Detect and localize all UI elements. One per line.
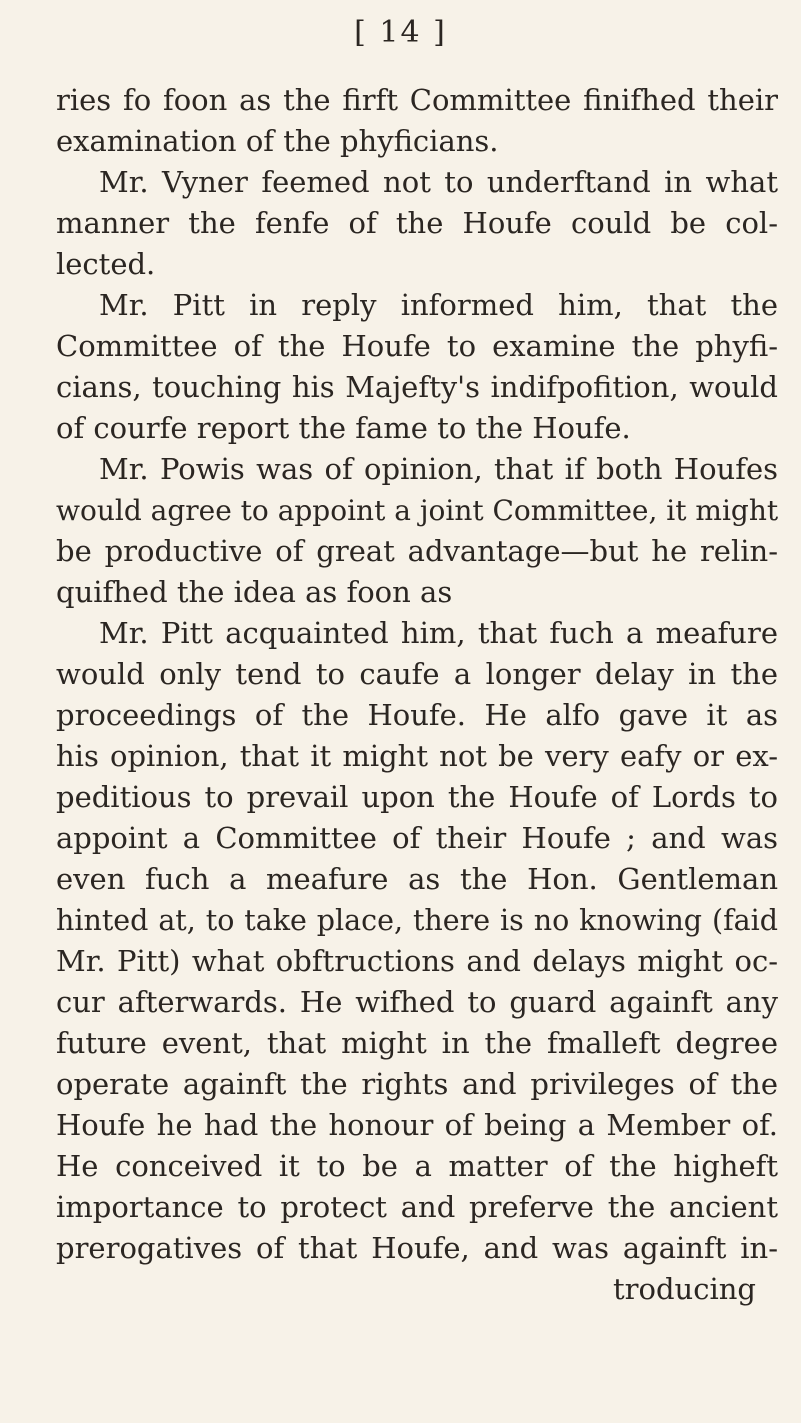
- body-text: [56, 80, 778, 1310]
- text-line: Mr. Pitt acquainted him, that fuch a meafure: [99, 616, 778, 650]
- text-line: Mr. Pitt) what obftructions and delays might oc-: [56, 944, 778, 978]
- text-line: be productive of great advantage—but he relin-: [56, 534, 778, 568]
- text-line: Mr. Pitt in reply informed him, that the: [99, 288, 778, 322]
- text-line: cians, touching his Majefty's indifpofition, would: [56, 370, 778, 404]
- text-line: He conceived it to be a matter of the higheft: [56, 1149, 778, 1183]
- text-line: cur afterwards. He wifhed to guard againft any: [56, 985, 778, 1019]
- text-line: prerogatives of that Houfe, and was againft in-: [56, 1231, 778, 1265]
- text-line: lected.: [56, 247, 156, 281]
- text-line: Committee of the Houfe to examine the phyfi-: [56, 329, 778, 363]
- text-line: Houfe he had the honour of being a Member of.: [56, 1108, 778, 1142]
- text-line: peditious to prevail upon the Houfe of Lords to: [56, 780, 778, 814]
- page-number-header: [ 14 ]: [354, 15, 447, 50]
- text-line: ries fo foon as the firft Committee finifhed their: [56, 83, 778, 117]
- text-line: Mr. Powis was of opinion, that if both Houfes: [99, 452, 778, 486]
- catchword: troducing: [613, 1272, 756, 1306]
- text-line: manner the fenfe of the Houfe could be col-: [56, 206, 778, 240]
- text-line: Mr. Vyner feemed not to underftand in what: [99, 165, 778, 199]
- text-line: examination of the phyficians.: [56, 124, 499, 158]
- text-line: would agree to appoint a joint Committee, it might: [56, 494, 778, 527]
- text-line: proceedings of the Houfe. He alfo gave it as: [56, 698, 778, 732]
- text-line: importance to protect and preferve the ancient: [56, 1190, 778, 1224]
- text-line: even fuch a meafure as the Hon. Gentleman: [56, 862, 778, 896]
- text-line: quifhed the idea as foon as: [56, 575, 453, 609]
- text-line: hinted at, to take place, there is no knowing (faid: [56, 904, 778, 937]
- text-line: appoint a Committee of their Houfe ; and was: [56, 821, 778, 855]
- text-line: of courfe report the fame to the Houfe.: [56, 411, 631, 445]
- text-line: operate againft the rights and privileges of the: [56, 1067, 778, 1101]
- text-line: would only tend to caufe a longer delay in the: [56, 657, 778, 691]
- text-line: future event, that might in the fmalleft degree: [56, 1026, 778, 1060]
- text-line: his opinion, that it might not be very eafy or ex-: [56, 739, 778, 773]
